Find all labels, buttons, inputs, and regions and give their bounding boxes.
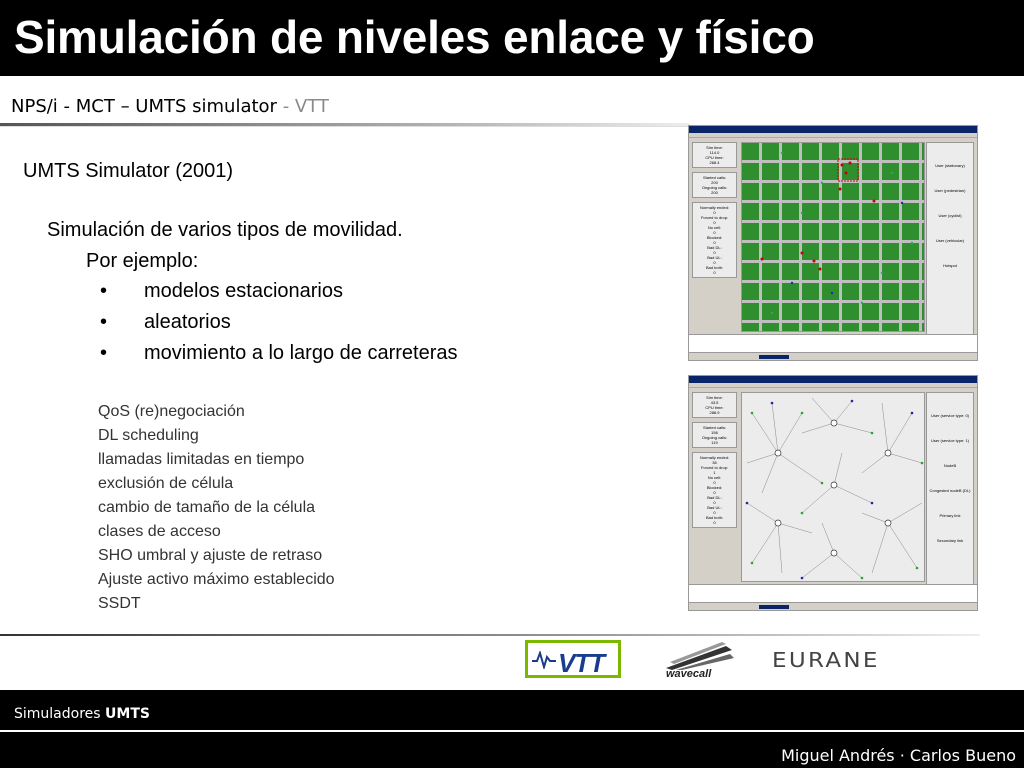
stat-value: 114.0 <box>709 150 720 155</box>
feature-item: DL scheduling <box>98 427 199 444</box>
stats-box-time <box>692 142 737 168</box>
stat-value: 0 <box>713 240 716 245</box>
stat-value: 0 <box>713 270 716 275</box>
stat-value: 0 <box>713 230 716 235</box>
feature-item: clases de acceso <box>98 523 221 540</box>
stat-value: 0 <box>713 490 716 495</box>
footer-divider-line <box>0 730 1024 732</box>
network-links <box>742 393 926 583</box>
stat-value: 200 <box>711 180 718 185</box>
stat-value: 0 <box>713 480 716 485</box>
stat-label: Normally ended: <box>699 455 730 460</box>
eurane-logo <box>772 648 886 676</box>
stat-label: Normally ended: <box>699 205 730 210</box>
stat-value: 0 <box>713 250 716 255</box>
bullet-glyph: • <box>100 280 108 302</box>
stat-label: Ongoing calls: <box>701 185 728 190</box>
footer-section-prefix: Simuladores <box>14 706 106 722</box>
simulator-screenshot-network <box>688 375 978 611</box>
stat-label: CPU time: <box>705 155 724 160</box>
legend-item: User (cyclist) <box>938 213 962 218</box>
legend-item: User (stationary) <box>935 163 965 168</box>
stat-label: CPU time: <box>705 405 724 410</box>
wavecall-logo <box>662 642 738 684</box>
bullet-text: movimiento a lo largo de carreteras <box>144 342 458 364</box>
feature-item: exclusión de célula <box>98 475 234 492</box>
legend-panel <box>926 392 974 592</box>
stats-box-ended <box>692 202 737 278</box>
stat-value: 0 <box>713 510 716 515</box>
feature-item: SHO umbral y ajuste de retraso <box>98 547 323 564</box>
stat-value: 0 <box>713 500 716 505</box>
feature-item: llamadas limitadas en tiempo <box>98 451 305 468</box>
stat-label: Bad DL: <box>707 245 722 250</box>
stats-box-ended <box>692 452 737 528</box>
legend-item: Hotspot <box>943 263 957 268</box>
stat-value: 156 <box>711 430 718 435</box>
legend-item: Primary link <box>939 513 961 518</box>
legend-item: User (vehicular) <box>935 238 965 243</box>
legend-item: User (pedestrian) <box>934 188 966 193</box>
feature-list <box>98 400 335 616</box>
slide-subtitle <box>11 96 329 117</box>
feature-item: cambio de tamaño de la célula <box>98 499 316 516</box>
stat-value: 43.5 <box>710 400 719 405</box>
stat-label: Bad both: <box>705 265 724 270</box>
footer-section <box>14 706 150 722</box>
footer-bar <box>0 690 1024 768</box>
stat-value: 0 <box>713 210 716 215</box>
legend-item: NodeB <box>943 463 957 468</box>
stat-label: Bad UL: <box>707 255 722 260</box>
bullet-text: aleatorios <box>144 311 231 333</box>
vtt-wave-icon <box>532 651 556 669</box>
subtitle-vtt: - VTT <box>276 96 329 117</box>
bullet-text: modelos estacionarios <box>144 280 343 302</box>
eurane-logo-text: EURANE <box>772 648 880 672</box>
stat-label: Started calls: <box>702 425 727 430</box>
status-bar <box>689 602 977 610</box>
legend-item: Secondary link <box>936 538 964 543</box>
title-bar <box>0 0 1024 76</box>
grid-simulation-canvas <box>741 142 925 332</box>
content-line-1: Simulación de varios tipos de movilidad. <box>47 219 403 241</box>
network-simulation-canvas <box>741 392 925 582</box>
window-menubar <box>689 133 977 138</box>
simulator-screenshot-grid <box>688 125 978 361</box>
stat-value: 200 <box>711 190 718 195</box>
wavecall-stripes-icon <box>666 642 736 670</box>
subtitle-divider-shadow <box>0 126 690 127</box>
stat-label: Started calls: <box>702 175 727 180</box>
stats-panel <box>692 392 737 532</box>
stats-box-calls <box>692 172 737 198</box>
subtitle-main: NPS/i - MCT – UMTS simulator <box>11 96 277 117</box>
window-titlebar <box>689 376 977 383</box>
stat-label: Bad both: <box>705 515 724 520</box>
stat-label: No cell: <box>707 475 722 480</box>
stat-label: Forced to drop: <box>700 215 729 220</box>
user-markers <box>742 143 926 333</box>
window-titlebar <box>689 126 977 133</box>
stat-value: 1 <box>713 470 716 475</box>
vtt-logo <box>525 640 621 678</box>
stat-label: Blocked: <box>706 235 723 240</box>
stats-panel <box>692 142 737 282</box>
bullet-item <box>100 280 343 303</box>
bullet-item <box>100 342 457 365</box>
window-menubar <box>689 383 977 388</box>
slide-title: Simulación de niveles enlace y físico <box>14 11 815 63</box>
stat-value: 119 <box>711 440 718 445</box>
stat-label: Sim time: <box>706 145 723 150</box>
bullet-glyph: • <box>100 311 108 333</box>
stat-value: 0 <box>713 220 716 225</box>
footer-divider <box>0 634 980 636</box>
content-heading: UMTS Simulator (2001) <box>23 160 234 182</box>
vtt-logo-text: VTT <box>558 648 605 678</box>
bullet-glyph: • <box>100 342 108 364</box>
stat-value: 288.9 <box>709 410 720 415</box>
stat-label: Bad UL: <box>707 505 722 510</box>
log-area <box>689 584 977 602</box>
wavecall-logo-text: wavecall <box>666 668 712 680</box>
feature-item: SSDT <box>98 595 141 612</box>
footer-authors: Miguel Andrés · Carlos Bueno <box>781 746 1016 765</box>
stat-label: Blocked: <box>706 485 723 490</box>
legend-panel <box>926 142 974 342</box>
status-bar <box>689 352 977 360</box>
stat-label: No cell: <box>707 225 722 230</box>
footer-section-bold: UMTS <box>105 706 150 722</box>
log-area <box>689 334 977 352</box>
stat-value: 0 <box>713 520 716 525</box>
stat-value: 268.4 <box>709 160 720 165</box>
stat-value: 36 <box>712 460 717 465</box>
stats-box-time <box>692 392 737 418</box>
stat-label: Ongoing calls: <box>701 435 728 440</box>
legend-item: Congested nodeB (DL) <box>929 488 971 493</box>
stat-label: Sim time: <box>706 395 723 400</box>
stat-value: 0 <box>713 260 716 265</box>
content-line-2: Por ejemplo: <box>86 250 199 272</box>
legend-item: User (service type: 0) <box>930 413 969 418</box>
feature-item: QoS (re)negociación <box>98 403 245 420</box>
feature-item: Ajuste activo máximo establecido <box>98 571 335 588</box>
stat-label: Forced to drop: <box>700 465 729 470</box>
stat-label: Bad DL: <box>707 495 722 500</box>
legend-item: User (service type: 1) <box>930 438 969 443</box>
stats-box-calls <box>692 422 737 448</box>
bullet-item <box>100 311 231 334</box>
